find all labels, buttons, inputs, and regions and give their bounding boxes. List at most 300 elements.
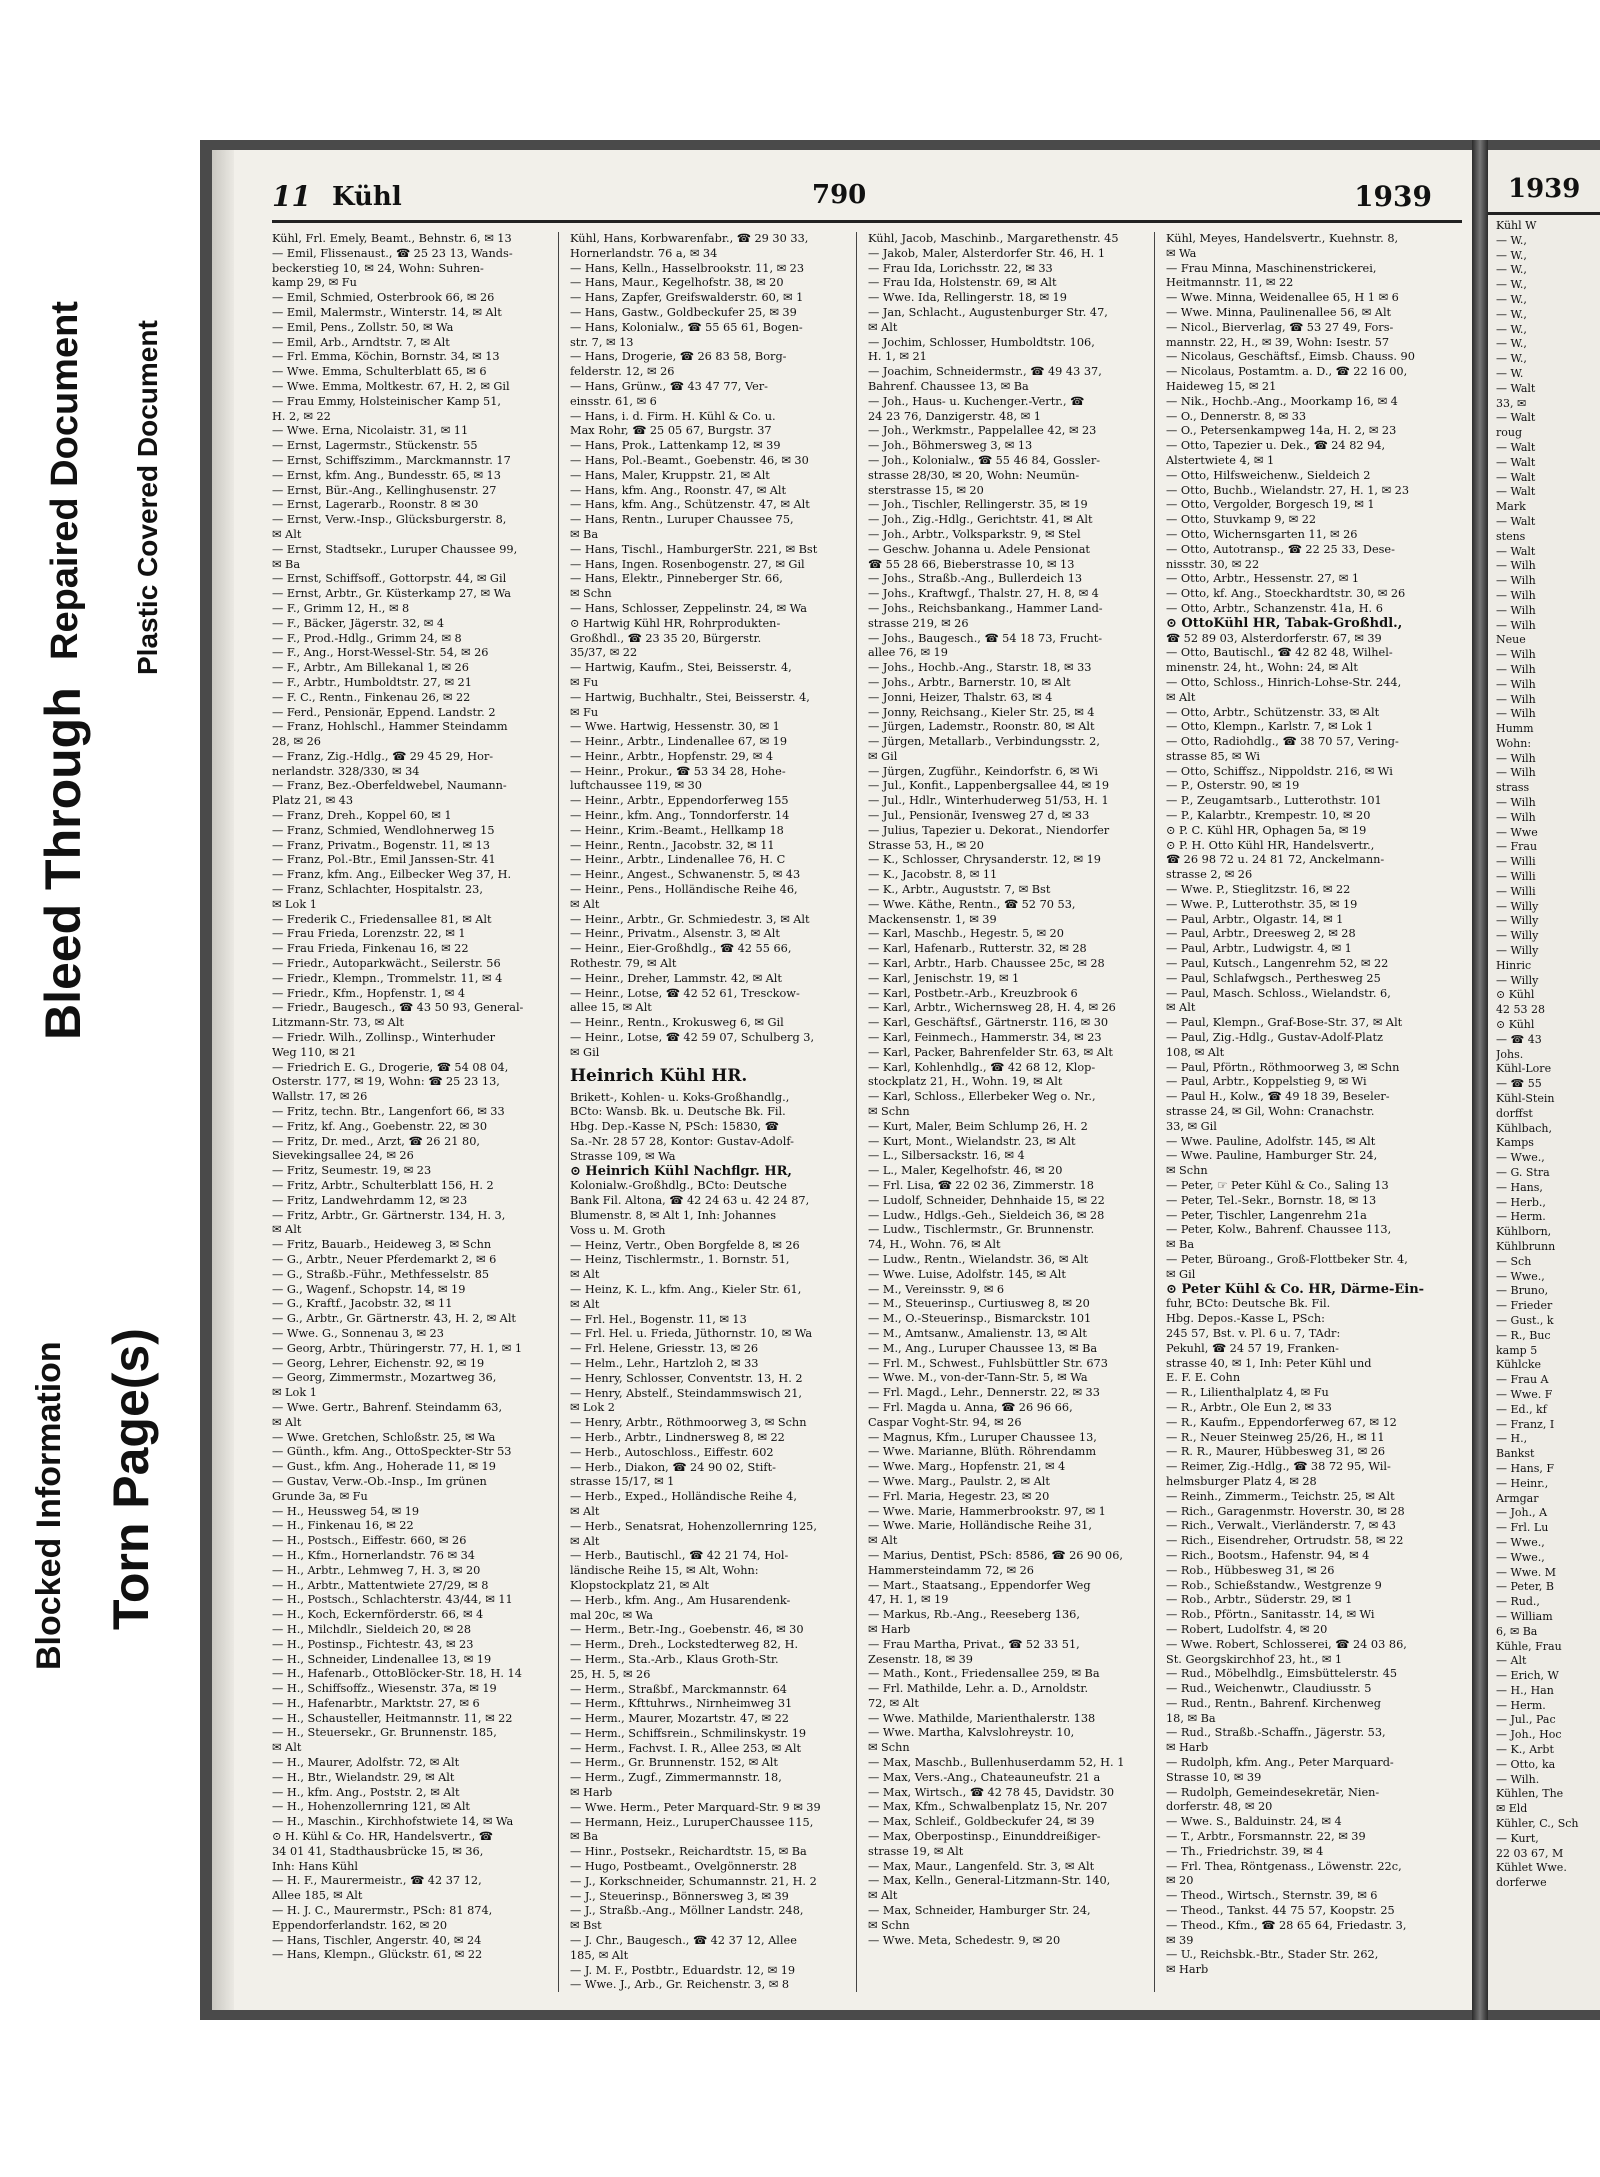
next-page-entry: ⊙ Kühl [1496,988,1535,1002]
next-page-entry: — W., [1496,307,1527,321]
next-page-entry: — Walt [1496,514,1536,528]
directory-entry: — Frl. M., Schwest., Fuhlsbüttler Str. 673 [868,1356,1108,1370]
directory-entry: — Paul, Arbtr., Dreesweg 2, ✉ 28 [1166,927,1356,941]
directory-entry: ✉ Harb [868,1622,911,1636]
directory-entry: — G., Wagenf., Schopstr. 14, ✉ 19 [272,1282,466,1296]
directory-entry: — M., O.-Steuerinsp., Bismarckstr. 101 [868,1312,1092,1326]
directory-entry: felderstr. 12, ✉ 26 [570,365,675,379]
directory-entry: — Wwe. P., Stieglitzstr. 16, ✉ 22 [1166,883,1351,897]
directory-entry: — Jonni, Heizer, Thalstr. 63, ✉ 4 [868,690,1053,704]
directory-entry: ✉ Alt [868,320,898,334]
directory-entry: St. Georgskirchhof 23, ht., ✉ 1 [1166,1652,1343,1666]
directory-entry: — Emil, Pens., Zollstr. 50, ✉ Wa [272,320,454,334]
directory-entry: — Fritz, Arbtr., Gr. Gärtnerstr. 134, H. 3, [272,1208,506,1222]
directory-entry: — Nicolaus, Postamtm. a. D., ☎ 22 16 00, [1166,365,1408,379]
directory-entry: Strasse 10, ✉ 39 [1166,1770,1262,1784]
directory-entry: ✉ Alt [1166,1001,1196,1015]
next-page-entry: — Herm. [1496,1698,1546,1712]
directory-entry: — F., Arbtr., Am Billekanal 1, ✉ 26 [272,661,469,675]
next-page-entry: — Heinr., [1496,1476,1549,1490]
directory-entry: strasse 40, ✉ 1, Inh: Peter Kühl und [1166,1356,1372,1370]
directory-entry: — Max, Schleif., Goldbeckufer 24, ✉ 39 [868,1815,1095,1829]
directory-entry: — Jürgen, Zugführ., Keindorfstr. 6, ✉ Wi [868,764,1098,778]
directory-entry: — G., Arbtr., Gr. Gärtnerstr. 43, H. 2, ✉ Alt [272,1312,516,1326]
directory-entry: — Wwe. M., von-der-Tann-Str. 5, ✉ Wa [868,1371,1088,1385]
directory-entry: — Friedr., Klempn., Trommelstr. 11, ✉ 4 [272,971,503,985]
directory-entry: ✉ Alt [272,1741,302,1755]
next-page-entry: — Sch [1496,1254,1532,1268]
header-year: 1939 [1354,180,1432,213]
directory-entry: — Jakob, Maler, Alsterdorfer Str. 46, H. 1 [868,246,1106,260]
directory-entry: — Math., Kont., Friedensallee 259, ✉ Ba [868,1667,1100,1681]
directory-entry: — Hans, Ingen. Rosenbogenstr. 27, ✉ Gil [570,557,805,571]
directory-entry: — Otto, Vergolder, Borgesch 19, ✉ 1 [1166,498,1375,512]
next-page-entry: dorferwe [1496,1876,1547,1890]
directory-entry: — Otto, Klempn., Karlstr. 7, ✉ Lok 1 [1166,720,1374,734]
label-bleed-through: Bleed Through [35,687,91,1040]
directory-entry: Mackensenstr. 1, ✉ 39 [868,912,997,926]
directory-entry: — Fritz, Landwehrdamm 12, ✉ 23 [272,1193,468,1207]
directory-entry: — Heinr., Eier-Großhdlg., ☎ 42 55 66, [570,942,792,956]
directory-entry: E. F. E. Cohn [1166,1371,1241,1385]
directory-entry: — Max, Vers.-Ang., Chateauneufstr. 21 a [868,1770,1101,1784]
next-page-entry: — W., [1496,292,1527,306]
directory-entry: — Franz, Bez.-Oberfeldwebel, Naumann- [272,779,507,793]
directory-entry: — J. Chr., Baugesch., ☎ 42 37 12, Allee [570,1934,797,1948]
directory-entry: — F., Arbtr., Humboldtstr. 27, ✉ 21 [272,675,472,689]
directory-entry: Kühl, Jacob, Maschinb., Margarethenstr. 45 [868,232,1119,245]
directory-entry: Wallstr. 17, ✉ 26 [272,1090,368,1104]
directory-entry: — Karl, Kohlenhdlg., ☎ 42 68 12, Klop- [868,1060,1096,1074]
directory-entry: — Theod., Wirtsch., Sternstr. 39, ✉ 6 [1166,1889,1378,1903]
directory-entry: — Ludw., Rentn., Wielandstr. 36, ✉ Alt [868,1252,1089,1266]
directory-entry: — P., Kalarbtr., Krempestr. 10, ✉ 20 [1166,809,1371,823]
directory-entry: — Wwe. Martha, Kalvslohreystr. 10, [868,1726,1075,1740]
directory-entry: strasse 219, ✉ 26 [868,616,969,630]
directory-entry: — Heinz, Tischlermstr., 1. Bornstr. 51, [570,1253,790,1267]
directory-entry: — Heinz, K. L., kfm. Ang., Kieler Str. 61, [570,1282,802,1296]
directory-entry: ländische Reihe 15, ✉ Alt, Wohn: [570,1564,759,1578]
next-page-entry: Kamps [1496,1136,1534,1150]
next-page-entry: — Wwe., [1496,1269,1545,1283]
directory-entry: Sievekingsallee 24, ✉ 26 [272,1149,414,1163]
directory-entry: — H., Postinsp., Fichtestr. 43, ✉ 23 [272,1637,474,1651]
directory-column-4 [1166,232,1452,1992]
directory-entry: ⊙ Peter Kühl & Co. HR, Därme-Ein- [1166,1282,1425,1297]
directory-entry: ✉ Alt [570,1534,600,1548]
directory-entry: ✉ Alt [570,1268,600,1282]
directory-entry: — T., Arbtr., Forsmannstr. 22, ✉ 39 [1166,1830,1366,1844]
directory-entry: — Paul, Pförtn., Röthmoorweg 3, ✉ Schn [1166,1060,1400,1074]
next-page-entry: — G. Stra [1496,1166,1550,1179]
directory-column-3 [868,232,1155,1992]
directory-entry: — Hans, i. d. Firm. H. Kühl & Co. u. [570,409,776,423]
directory-entry: — Karl, Schloss., Ellerbeker Weg o. Nr., [868,1090,1096,1104]
directory-entry: — Herm., Kfttuhrws., Nirnheimweg 31 [570,1697,793,1711]
directory-entry: Allee 185, ✉ Alt [272,1889,363,1903]
label-torn-pages: Torn Page(s) [103,1328,159,1630]
next-page-entry: — Wwe. M [1496,1565,1556,1579]
directory-entry: ⊙ H. Kühl & Co. HR, Handelsvertr., ☎ [272,1830,493,1844]
directory-entry: — Max, Schneider, Hamburger Str. 24, [868,1904,1091,1918]
directory-entry: — Otto, Schloss., Hinrich-Lohse-Str. 244, [1166,675,1402,689]
next-page-entry: Kühlet Wwe. [1496,1861,1567,1875]
directory-entry: ✉ Bst [570,1919,602,1933]
directory-entry: — Herb., kfm. Ang., Am Husarendenk- [570,1593,791,1607]
label-plastic-covered-document: Plastic Covered Document [132,320,163,675]
directory-entry: — Herm., Fachvst. I. R., Allee 253, ✉ Alt [570,1741,802,1755]
directory-entry: — H., Koch, Eckernförderstr. 66, ✉ 4 [272,1608,484,1622]
directory-entry: — H., Hafenarbtr., Marktstr. 27, ✉ 6 [272,1696,480,1710]
next-page-entry: — Hans, [1496,1180,1543,1194]
directory-entry: — Jan, Schlacht., Augustenburger Str. 47, [868,305,1108,319]
next-page-entry: — Willy [1496,914,1539,928]
directory-entry: — L., Maler, Kegelhofstr. 46, ✉ 20 [868,1164,1063,1178]
directory-entry: — Wwe. Käthe, Rentn., ☎ 52 70 53, [868,897,1076,911]
directory-entry: allee 76, ✉ 19 [868,646,948,660]
directory-entry: — Paul, Klempn., Graf-Bose-Str. 37, ✉ Alt [1166,1016,1403,1030]
directory-entry: — Rud., Straßb.-Schaffn., Jägerstr. 53, [1166,1726,1386,1740]
next-page-entry: — Walt [1496,544,1536,558]
directory-entry: — Ludw., Tischlermstr., Gr. Brunnenstr. [868,1223,1095,1237]
directory-entry: — Reinh., Zimmerm., Teichstr. 25, ✉ Alt [1166,1489,1395,1503]
next-page-entry: — H., [1496,1432,1528,1446]
next-page-entry: Bankst [1496,1447,1535,1461]
directory-entry: mannstr. 22, H., ✉ 39, Wohn: Isestr. 57 [1166,335,1390,349]
directory-entry: — J., Straßb.-Ang., Möllner Landstr. 248, [570,1904,804,1918]
directory-entry: — Friedr., Autoparkwächt., Seilerstr. 56 [272,957,501,971]
directory-entry: einsstr. 61, ✉ 6 [570,394,657,408]
directory-entry: — U., Reichsbk.-Btr., Stader Str. 262, [1166,1948,1379,1962]
directory-entry: — Heinr., Arbtr., Gr. Schmiedestr. 3, ✉ Alt [570,912,810,926]
next-page-entry: — Walt [1496,485,1536,499]
directory-entry: — Fritz, kf. Ang., Goebenstr. 22, ✉ 30 [272,1119,488,1133]
next-page-entry: — Frau [1496,840,1538,854]
next-page-entry: — Alt [1496,1654,1527,1668]
directory-entry: Bank Fil. Altona, ☎ 42 24 63 u. 42 24 87, [570,1194,810,1208]
next-page-entry: — Willy [1496,899,1539,913]
directory-entry: Alstertwiete 4, ✉ 1 [1166,453,1275,467]
directory-entry: — Frau Emmy, Holsteinischer Kamp 51, [272,394,502,408]
directory-entry: — Wwe. Marie, Hammerbrookstr. 97, ✉ 1 [868,1504,1106,1518]
next-page-entry: — Frau A [1496,1373,1549,1387]
directory-entry: — F. C., Rentn., Finkenau 26, ✉ 22 [272,690,471,704]
directory-entry: — P., Zeugamtsarb., Lutterothstr. 101 [1166,794,1382,808]
directory-entry: ✉ 20 [1166,1874,1194,1888]
directory-entry: — Heinr., Pens., Holländische Reihe 46, [570,883,798,897]
next-page-entry: 33, ✉ [1496,396,1527,410]
next-page-entry: — Erich, W [1496,1669,1559,1683]
directory-entry: — Ernst, Lagermstr., Stückenstr. 55 [272,439,478,453]
next-page-entry: Humm [1496,722,1534,736]
directory-entry: — Jürgen, Lademstr., Roonstr. 80, ✉ Alt [868,720,1095,734]
directory-entry: — Wwe. G., Sonnenau 3, ✉ 23 [272,1326,444,1340]
directory-entry: — Herm., Maurer, Mozartstr. 47, ✉ 22 [570,1712,789,1726]
directory-entry: — Hans, Kolonialw., ☎ 55 65 61, Bogen- [570,320,803,334]
next-page-entry: — R., Buc [1496,1328,1551,1342]
directory-entry: luftchaussee 119, ✉ 30 [570,779,702,793]
directory-entry: — Rich., Bootsm., Hafenstr. 94, ✉ 4 [1166,1548,1370,1562]
directory-entry: — Hans, Drogerie, ☎ 26 83 58, Borg- [570,350,787,364]
next-page-entry: — K., Arbt [1496,1743,1554,1757]
directory-entry: — Reimer, Zig.-Hdlg., ☎ 38 72 95, Wil- [1166,1460,1391,1474]
directory-entry: — Franz, Pol.-Btr., Emil Janssen-Str. 41 [272,853,496,867]
directory-entry: — H., Maschin., Kirchhofstwiete 14, ✉ Wa [272,1815,514,1829]
directory-entry: ☎ 55 28 66, Bieberstrasse 10, ✉ 13 [868,557,1075,571]
directory-entry: — F., Grimm 12, H., ✉ 8 [272,601,410,615]
directory-entry: — Kurt, Mont., Wielandstr. 23, ✉ Alt [868,1134,1076,1148]
directory-entry: — Heinr., Arbtr., Eppendorferweg 155 [570,794,789,808]
next-page-entry: — Wilh [1496,707,1536,721]
directory-entry: Hornerlandstr. 76 a, ✉ 34 [570,246,718,260]
directory-entry: — Hinr., Postsekr., Reichardtstr. 15, ✉ Ba [570,1845,807,1859]
directory-entry: — Friedr. Wilh., Zollinsp., Winterhuder [272,1031,496,1045]
directory-entry: — J., Steuerinsp., Bönnersweg 3, ✉ 39 [570,1889,789,1903]
directory-entry: stockplatz 21, H., Wohn. 19, ✉ Alt [868,1075,1063,1089]
next-page-entry: — W. [1496,366,1524,380]
directory-entry: 47, H. 1, ✉ 19 [868,1593,949,1607]
directory-entry: — Hans, Schlosser, Zeppelinstr. 24, ✉ Wa [570,601,807,615]
next-page-entry: — W., [1496,278,1527,292]
directory-entry: — Heinr., Privatm., Alsenstr. 3, ✉ Alt [570,927,780,941]
directory-entry: — Herb., Diakon, ☎ 24 90 02, Stift- [570,1460,776,1474]
directory-entry: — Wwe. Erna, Nicolaistr. 31, ✉ 11 [272,424,469,438]
header-surname: Kühl [332,182,402,212]
directory-entry: — Jürgen, Metallarb., Verbindungsstr. 2, [868,735,1100,749]
directory-entry: — Rob., Hübbesweg 31, ✉ 26 [1166,1563,1335,1577]
directory-entry: — Kurt, Maler, Beim Schlump 26, H. 2 [868,1119,1088,1133]
directory-entry: — Franz, Schmied, Wendlohnerweg 15 [272,823,495,837]
directory-entry: — Nik., Hochb.-Ang., Moorkamp 16, ✉ 4 [1166,394,1398,408]
directory-entry: — H., Maurer, Adolfstr. 72, ✉ Alt [272,1756,460,1770]
directory-entry: — Johs., Straßb.-Ang., Bullerdeich 13 [868,572,1083,586]
directory-entry: — Herm., Gr. Brunnenstr. 152, ✉ Alt [570,1756,778,1770]
directory-entry: — Otto, Stuvkamp 9, ✉ 22 [1166,513,1317,527]
next-page-entry: Kühl-Lore [1496,1062,1552,1076]
next-page-entry: — Willi [1496,870,1536,884]
directory-entry: — Frl. Hel. u. Frieda, Jüthornstr. 10, ✉ Wa [570,1327,813,1341]
directory-entry: — Max, Maschb., Bullenhuserdamm 52, H. 1 [868,1756,1125,1770]
directory-entry: — Wwe. Mathilde, Marienthalerstr. 138 [868,1711,1096,1725]
next-page-entry: — Wilh [1496,796,1536,810]
directory-entry: — Hans, kfm. Ang., Roonstr. 47, ✉ Alt [570,483,787,497]
directory-entry: — Hans, Tischler, Angerstr. 40, ✉ 24 [272,1933,482,1947]
directory-entry: — Henry, Schlosser, Conventstr. 13, H. 2 [570,1371,803,1385]
next-page-entry: ⊙ Kühl [1496,1018,1535,1032]
directory-entry: — H., Arbtr., Lehmweg 7, H. 3, ✉ 20 [272,1563,481,1577]
directory-entry: Weg 110, ✉ 21 [272,1045,357,1059]
directory-entry: — Magnus, Kfm., Luruper Chaussee 13, [868,1430,1097,1444]
directory-entry: Klopstockplatz 21, ✉ Alt [570,1578,709,1592]
directory-entry: Brikett-, Kohlen- u. Koks-Großhandlg., [570,1090,790,1104]
next-page-entry: — Frieder [1496,1299,1553,1313]
directory-entry: — Herb., Bautischl., ☎ 42 21 74, Hol- [570,1549,789,1563]
directory-entry: — Ludw., Hdlgs.-Geh., Sieldeich 36, ✉ 28 [868,1208,1105,1222]
directory-entry: — Hermann, Heiz., LuruperChaussee 115, [570,1815,814,1829]
directory-entry: — Hans, Zapfer, Greifswalderstr. 60, ✉ 1 [570,291,804,305]
directory-entry: Zesenstr. 18, ✉ 39 [868,1652,973,1666]
directory-entry: — Hans, Kelln., Hasselbrookstr. 11, ✉ 23 [570,261,805,275]
directory-entry: Osterstr. 177, ✉ 19, Wohn: ☎ 25 23 13, [272,1075,500,1089]
directory-entry: — Peter, Tischler, Langenrehm 21a [1166,1208,1367,1222]
directory-entry: — K., Jacobstr. 8, ✉ 11 [868,868,998,882]
next-page-entry: — H., Han [1496,1683,1554,1697]
directory-entry: — Heinr., Arbtr., Lindenallee 76, H. C [570,853,786,867]
directory-entry: — H. F., Maurermeistr., ☎ 42 37 12, [272,1874,482,1888]
directory-entry: — Ernst, kfm. Ang., Bundesstr. 65, ✉ 13 [272,468,501,482]
next-page-entry: Neue [1496,633,1526,647]
directory-entry: ✉ Alt [272,1223,302,1237]
directory-entry: ✉ Ba [272,557,301,571]
directory-entry: Blumenstr. 8, ✉ Alt 1, Inh: Johannes [570,1209,777,1222]
directory-entry: — Herm., Dreh., Lockstedterweg 82, H. [570,1638,799,1652]
directory-entry: ✉ Gil [570,1045,600,1059]
directory-entry: — P., Osterstr. 90, ✉ 19 [1166,779,1300,793]
directory-entry: — Henry, Abstelf., Steindammswisch 21, [570,1386,803,1400]
directory-entry: H. 2, ✉ 22 [272,409,331,423]
directory-entry: — Wwe. Pauline, Hamburger Str. 24, [1166,1149,1378,1163]
directory-entry: — Franz, Privatm., Bogenstr. 11, ✉ 13 [272,838,490,852]
directory-entry: — Franz, Hohlschl., Hammer Steindamm [272,720,508,734]
directory-entry: Platz 21, ✉ 43 [272,794,354,808]
directory-entry: ✉ Schn [1166,1164,1208,1178]
directory-entry: — Max, Maur., Langenfeld. Str. 3, ✉ Alt [868,1859,1095,1873]
directory-entry: — Frederik C., Friedensallee 81, ✉ Alt [272,912,492,926]
directory-entry: — Paul, Arbtr., Olgastr. 14, ✉ 1 [1166,912,1344,926]
directory-entry: — Rob., Pförtn., Sanitasstr. 14, ✉ Wi [1166,1608,1375,1622]
directory-entry: — Wwe. P., Lutterothstr. 35, ✉ 19 [1166,897,1358,911]
next-page-entries [1488,215,1600,1891]
directory-entry: — Rud., Rentn., Bahrenf. Kirchenweg [1166,1696,1381,1710]
next-page-entry: Kühlcke [1496,1358,1541,1372]
directory-entry: — Th., Friedrichstr. 39, ✉ 4 [1166,1844,1324,1858]
directory-entry: kamp 29, ✉ Fu [272,276,357,290]
directory-entry: — Günth., kfm. Ang., OttoSpeckter-Str 53 [272,1445,512,1459]
next-page-entry: Kühle, Frau [1496,1639,1562,1653]
directory-entry: — Wwe. Minna, Weidenallee 65, H 1 ✉ 6 [1166,291,1399,305]
next-page-entry: — Wilh [1496,603,1536,617]
next-page-entry: — Wwe., [1496,1535,1545,1549]
directory-entry: — H., Schiffsoffz., Wiesenstr. 37a, ✉ 19 [272,1682,497,1696]
directory-entry: — Karl, Packer, Bahrenfelder Str. 63, ✉ Alt [868,1045,1113,1059]
next-page-entry: 22 03 67, M [1496,1846,1564,1860]
directory-entry: — Frau Minna, Maschinenstrickerei, [1166,261,1377,275]
directory-entry: strasse 19, ✉ Alt [868,1844,964,1858]
directory-entry: — Heinr., Arbtr., Lindenallee 67, ✉ 19 [570,735,788,749]
directory-entry: — Karl, Arbtr., Harb. Chaussee 25c, ✉ 28 [868,957,1105,971]
directory-entry: Sa.-Nr. 28 57 28, Kontor: Gustav-Adolf- [570,1135,794,1149]
annotation-labels [0,0,200,2177]
directory-entry: — Wwe. Pauline, Adolfstr. 145, ✉ Alt [1166,1134,1376,1148]
directory-entry: — Wwe. Hartwig, Hessenstr. 30, ✉ 1 [570,720,780,734]
directory-entry: ✉ Ba [570,1830,599,1844]
directory-entry: helmsburger Platz 4, ✉ 28 [1166,1474,1317,1488]
directory-entry: — Heinr., Arbtr., Hopfenstr. 29, ✉ 4 [570,749,774,763]
directory-entry: — Heinr., Dreher, Lammstr. 42, ✉ Alt [570,971,782,985]
directory-entry: — J. M. F., Postbtr., Eduardstr. 12, ✉ 19 [570,1963,796,1977]
next-page-entry: Wohn: [1496,736,1532,750]
book-gutter [1472,140,1488,2020]
directory-entry: ✉ Lok 1 [272,1386,317,1400]
directory-entry: — Otto, Arbtr., Schanzenstr. 41a, H. 6 [1166,601,1383,615]
directory-entry: ✉ Alt [868,1534,898,1548]
next-page-entry: Kühler, C., Sch [1496,1817,1579,1831]
directory-entry: — J., Korkschneider, Schumannstr. 21, H. 2 [570,1874,817,1888]
next-page-entry: — Wwe. F [1496,1387,1553,1401]
directory-entry: — Frau Ida, Lorichsstr. 22, ✉ 33 [868,261,1053,275]
next-page-entry: — Walt [1496,440,1536,454]
directory-entry: — Hans, Maler, Kruppstr. 21, ✉ Alt [570,468,770,482]
directory-entry: ⊙ P. H. Otto Kühl HR, Handelsvertr., [1166,838,1375,852]
directory-entry: ✉ Lok 2 [570,1401,615,1415]
directory-entry: — Paul, Zig.-Hdlg., Gustav-Adolf-Platz [1166,1031,1384,1045]
next-page-entry: Kühl W [1496,219,1537,232]
directory-entry: Strasse 53, H., ✉ 20 [868,838,984,852]
directory-entry: — Frl. Magd., Lehr., Dennerstr. 22, ✉ 33 [868,1386,1100,1400]
directory-entry: — Frl. Hel., Bogenstr. 11, ✉ 13 [570,1312,747,1326]
directory-entry: ✉ Harb [1166,1741,1209,1755]
next-page-entry: 6, ✉ Ba [1496,1624,1538,1638]
next-page-entry: — ☎ 43 [1496,1032,1542,1046]
directory-entry: — R., Kaufm., Eppendorferweg 67, ✉ 12 [1166,1415,1397,1429]
next-page-entry: — Wilh [1496,751,1536,765]
directory-entry: — Herb., Senatsrat, Hohenzollernring 125, [570,1519,817,1533]
directory-entry: strasse 85, ✉ Wi [1166,749,1260,763]
next-page-entry: — Jul., Pac [1496,1713,1556,1727]
directory-entry: — Julius, Tapezier u. Dekorat., Niendorfer [868,823,1110,837]
directory-entry: — Herm., Straßbf., Marckmannstr. 64 [570,1682,787,1696]
directory-entry: fuhr, BCto: Deutsche Bk. Fil. [1166,1297,1331,1311]
directory-entry: — Franz, kfm. Ang., Eilbecker Weg 37, H. [272,868,512,882]
directory-entry: — Paul H., Kolw., ☎ 49 18 39, Beseler- [1166,1090,1390,1104]
directory-entry: — Herm., Sta.-Arb., Klaus Groth-Str. [570,1652,779,1666]
label-blocked-information: Blocked Information [30,1341,68,1670]
next-page-entry: — Ed., kf [1496,1402,1547,1416]
directory-entry: — Herb., Exped., Holländische Reihe 4, [570,1490,797,1504]
directory-entry: — Hans, Pol.-Beamt., Goebenstr. 46, ✉ 30 [570,453,809,467]
directory-entry: — O., Petersenkampweg 14a, H. 2, ✉ 23 [1166,424,1397,438]
directory-entry: — Theod., Kfm., ☎ 28 65 64, Friedastr. 3, [1166,1918,1407,1932]
directory-entry: — Hartwig, Buchhaltr., Stei, Beisserstr. 4, [570,690,810,704]
directory-entry: — Wwe. Herm., Peter Marquard-Str. 9 ✉ 39 [570,1800,821,1814]
directory-entry: — Hugo, Postbeamt., Ovelgönnerstr. 28 [570,1860,797,1874]
directory-entry: — Frl. Mathilde, Lehr. a. D., Arnoldstr. [868,1682,1089,1696]
directory-entry: H. 1, ✉ 21 [868,350,927,364]
directory-entry: — Heinr., Angest., Schwanenstr. 5, ✉ 43 [570,868,801,882]
next-page-entry: — Peter, B [1496,1580,1554,1594]
directory-entry: — Hans, Elektr., Pinneberger Str. 66, [570,572,783,586]
directory-entry: — Karl, Jenischstr. 19, ✉ 1 [868,971,1020,985]
directory-entry: — H., Steuersekr., Gr. Brunnenstr. 185, [272,1726,497,1740]
directory-entry: 108, ✉ Alt [1166,1045,1225,1059]
directory-entry: — Gust., kfm. Ang., Hoherade 11, ✉ 19 [272,1460,496,1474]
directory-entry: ✉ Schn [868,1741,910,1755]
directory-entry: — Rudolph, kfm. Ang., Peter Marquard- [1166,1756,1394,1770]
directory-entry: Hammersteindamm 72, ✉ 26 [868,1563,1034,1577]
directory-entry: — Herm., Zugf., Zimmermannstr. 18, [570,1771,782,1785]
directory-entry: — Johs., Arbtr., Barnerstr. 10, ✉ Alt [868,675,1071,689]
directory-entry: — Georg, Zimmermstr., Mozartweg 36, [272,1371,497,1385]
directory-entry: — Fritz, techn. Btr., Langenfort 66, ✉ 33 [272,1105,505,1119]
directory-page [212,150,1472,2010]
directory-column-2 [570,232,857,1992]
directory-entry: — Max, Kfm., Schwalbenplatz 15, Nr. 207 [868,1800,1108,1814]
directory-entry: — Frl. Helene, Griesstr. 13, ✉ 26 [570,1342,759,1356]
directory-entry: — Karl, Postbetr.-Arb., Kreuzbrook 6 [868,986,1078,1000]
directory-entry: dorferstr. 48, ✉ 20 [1166,1800,1273,1814]
next-page-entry: — Wilh [1496,677,1536,691]
directory-entry: — Peter, Kolw., Bahrenf. Chaussee 113, [1166,1223,1392,1237]
